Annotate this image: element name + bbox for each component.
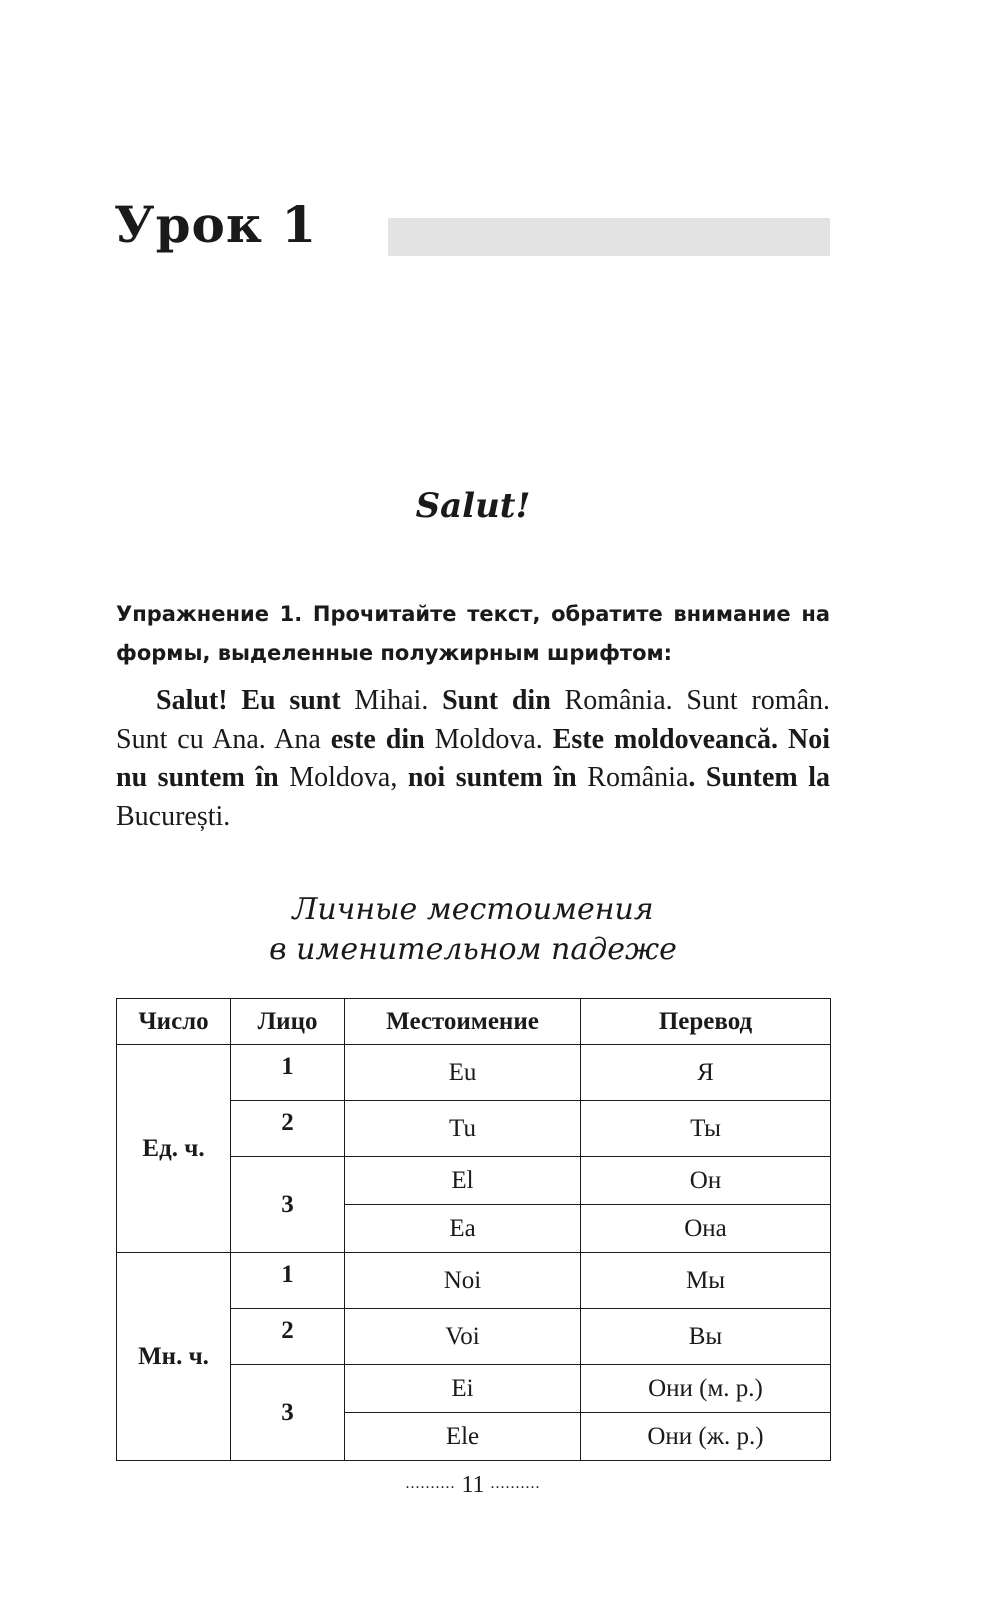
page-number: 11: [461, 1472, 485, 1498]
table-caption-line-1: Личные местоимения: [292, 892, 654, 927]
cell-pronoun: El: [345, 1157, 581, 1205]
header-number: Число: [117, 999, 231, 1045]
header-pronoun: Местоимение: [345, 999, 581, 1045]
title-decor-bar: [388, 218, 830, 256]
cell-person: 3: [231, 1157, 345, 1253]
exercise-text-segment: România: [576, 762, 689, 793]
pronoun-table: [116, 998, 831, 1461]
cell-pronoun: Tu: [345, 1101, 581, 1157]
cell-person: 1: [231, 1253, 345, 1309]
cell-pronoun: Ele: [345, 1413, 581, 1461]
exercise-text-segment: Mihai.: [340, 685, 443, 716]
exercise-text-segment: Moldova,: [278, 762, 408, 793]
exercise-bold-segment: Salut! Eu sunt: [156, 685, 341, 716]
lesson-title: Урок 1: [114, 195, 318, 254]
cell-person: 3: [231, 1365, 345, 1461]
cell-translation: Я: [581, 1045, 831, 1101]
cell-translation: Они (ж. р.): [581, 1413, 831, 1461]
cell-pronoun: Voi: [345, 1309, 581, 1365]
table-row: [117, 1045, 831, 1101]
exercise-task: Упражнение 1. Прочитайте текст, обратите внимание на формы, выделенные полужирным шрифтом:: [116, 602, 830, 665]
exercise-bold-segment: este din: [330, 723, 425, 755]
cell-translation: Он: [581, 1157, 831, 1205]
exercise-bold-segment: . Suntem la: [688, 762, 831, 793]
text-title: Salut!: [415, 486, 531, 526]
exercise-text-segment: Moldova.: [424, 723, 553, 755]
cell-number: Мн. ч.: [117, 1253, 231, 1461]
cell-translation: Они (м. р.): [581, 1365, 831, 1413]
cell-translation: Мы: [581, 1253, 831, 1309]
exercise-bold-segment: Este moldoveancă. Noi nu suntem în: [116, 723, 830, 793]
exercise-bold-segment: Sunt din: [442, 685, 551, 716]
cell-pronoun: Ei: [345, 1365, 581, 1413]
table-caption: [0, 890, 946, 970]
footer-dots-right: ..........: [490, 1475, 541, 1492]
cell-pronoun: Ea: [345, 1205, 581, 1253]
exercise-text-segment: România. Sunt român. Sunt cu Ana. Ana: [116, 685, 830, 755]
footer-dots-left: ..........: [405, 1475, 456, 1492]
cell-pronoun: Noi: [345, 1253, 581, 1309]
cell-translation: Вы: [581, 1309, 831, 1365]
exercise-text: [116, 682, 830, 836]
page-footer: [0, 1472, 946, 1499]
cell-pronoun: Eu: [345, 1045, 581, 1101]
table-row: [117, 1253, 831, 1309]
cell-number: Ед. ч.: [117, 1045, 231, 1253]
cell-translation: Она: [581, 1205, 831, 1253]
cell-person: 2: [231, 1309, 345, 1365]
table-header-row: [117, 999, 831, 1045]
header-person: Лицо: [231, 999, 345, 1045]
cell-translation: Ты: [581, 1101, 831, 1157]
table-caption-line-2: в именительном падеже: [269, 932, 677, 967]
cell-person: 1: [231, 1045, 345, 1101]
header-translation: Перевод: [581, 999, 831, 1045]
exercise-text-segment: București.: [116, 800, 231, 832]
cell-person: 2: [231, 1101, 345, 1157]
exercise-bold-segment: noi suntem în: [407, 762, 577, 793]
